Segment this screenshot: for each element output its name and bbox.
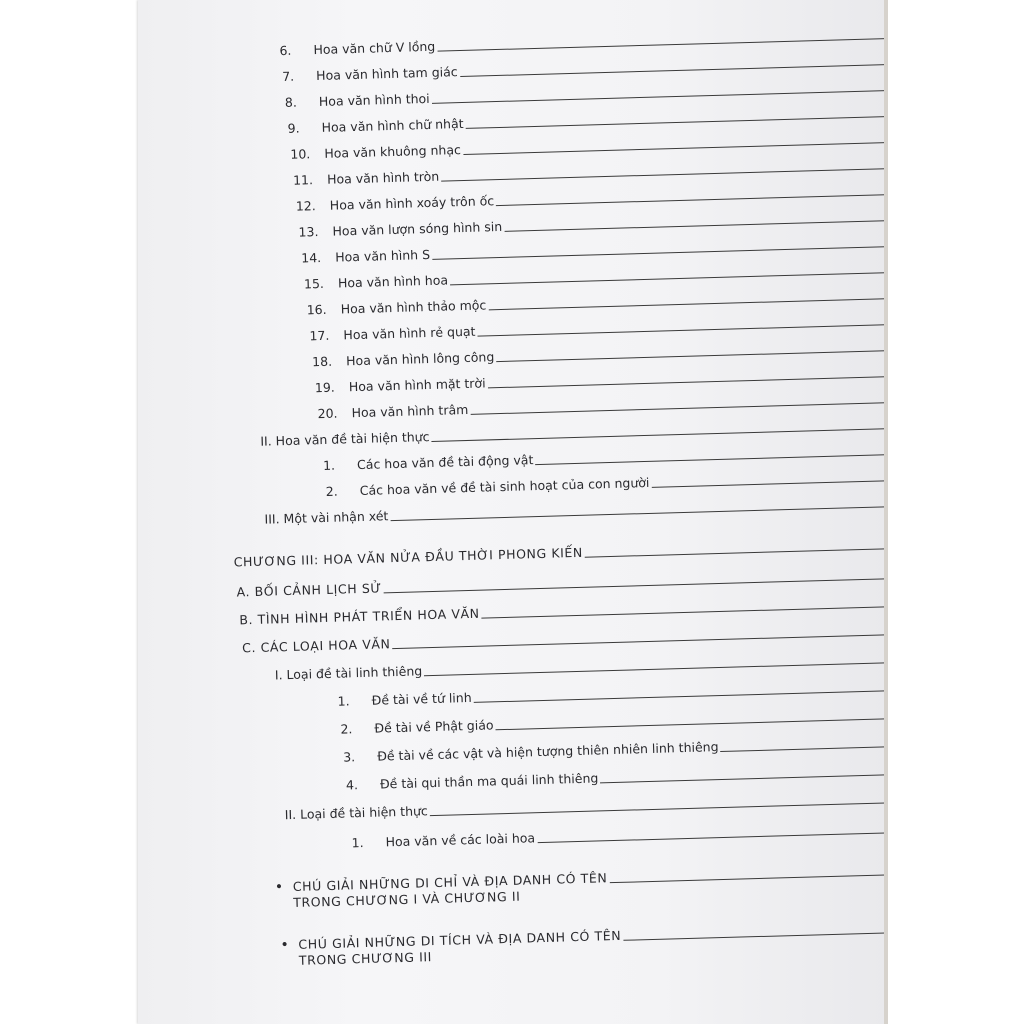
bullet-icon: •	[280, 937, 289, 954]
entry-label: Hoa văn về các loài hoa	[385, 830, 536, 850]
entry-number: 16.	[306, 301, 327, 318]
entry-label: Các hoa văn về đề tài sinh hoạt của con người	[359, 474, 650, 498]
entry-number: 2.	[325, 483, 338, 499]
entry-number: 9.	[287, 120, 300, 136]
entry-number: 7.	[281, 68, 295, 85]
entry-label: Hoa văn lượn sóng hình sin	[332, 218, 503, 239]
background-left	[0, 0, 140, 1024]
background-right	[888, 0, 1024, 1024]
dot-leader	[390, 504, 968, 521]
entry-label: Các hoa văn đề tài động vật	[356, 452, 534, 473]
entry-number: 15.	[303, 275, 325, 292]
entry-label: Hoa văn hình lông công	[345, 349, 495, 369]
part-label: A. BỐI CẢNH LỊCH SỬ	[236, 580, 382, 600]
entry-label: Đề tài về Phật giáo	[374, 717, 494, 736]
part-label: C. CÁC LOẠI HOA VĂN	[241, 636, 391, 656]
section-label: III. Một vài nhận xét	[264, 508, 389, 527]
entry-label: Hoa văn hình hoa	[337, 272, 449, 291]
section-label: II. Hoa văn đề tài hiện thực	[260, 429, 430, 449]
section-label: II. Loại đề tài hiện thực	[284, 803, 428, 823]
section-label: I. Loại đề tài linh thiêng	[274, 663, 423, 683]
entry-label: Đề tài qui thần ma quái linh thiêng	[379, 770, 599, 792]
entry-label: Hoa văn hình mặt trời	[348, 375, 486, 395]
entry-number: 19.	[314, 379, 335, 396]
entry-number: 12.	[295, 198, 316, 214]
annex-title: CHÚ GIẢI NHỮNG DI TÍCH VÀ ĐỊA DANH CÓ TÊN	[298, 927, 622, 952]
entry-label: Hoa văn hình thảo mộc	[340, 297, 487, 317]
entry-label: Hoa văn hình chữ nhật	[321, 115, 464, 135]
entry-number: 3.	[343, 749, 356, 765]
entry-label: Đề tài về tứ linh	[371, 689, 472, 708]
bullet-icon: •	[274, 879, 284, 896]
entry-number: 8.	[284, 94, 298, 110]
book-page	[138, 0, 886, 1024]
entry-number: 1.	[322, 457, 336, 474]
entry-number: 6.	[279, 42, 292, 59]
annex-title-continued: TRONG CHƯƠNG I VÀ CHƯƠNG II	[293, 888, 521, 911]
entry-number: 10.	[290, 146, 311, 162]
entry-label: Hoa văn khuông nhạc	[324, 142, 462, 161]
annex-title: CHÚ GIẢI NHỮNG DI CHỈ VÀ ĐỊA DANH CÓ TÊN	[292, 870, 608, 895]
entry-label: Hoa văn chữ V lồng	[313, 38, 436, 58]
entry-label: Hoa văn hình trâm	[351, 401, 469, 421]
entry-label: Hoa văn hình tròn	[326, 168, 440, 187]
annex-title-continued: TRONG CHƯƠNG III	[298, 949, 433, 968]
entry-number: 1.	[351, 835, 364, 851]
entry-number: 13.	[298, 224, 319, 240]
entry-number: 17.	[309, 327, 330, 344]
entry-number: 2.	[340, 721, 353, 737]
entry-label: Hoa văn hình rẻ quạt	[343, 323, 476, 343]
entry-label: Đề tài về các vật và hiện tượng thiên nhiên linh thiêng	[376, 739, 719, 764]
entry-number: 4.	[345, 777, 359, 793]
entry-label: Hoa văn hình xoáy trôn ốc	[329, 193, 495, 213]
entry-number: 14.	[301, 249, 322, 266]
entry-number: 11.	[292, 172, 314, 188]
entry-label: Hoa văn hình thoi	[318, 90, 430, 109]
entry-number: 18.	[311, 353, 333, 370]
table-of-contents	[138, 0, 914, 1024]
part-label: B. TÌNH HÌNH PHÁT TRIỂN HOA VĂN	[239, 605, 480, 628]
entry-number: 1.	[337, 693, 350, 709]
entry-number: 20.	[317, 405, 338, 422]
chapter-title: CHƯƠNG III: HOA VĂN NỬA ĐẦU THỜI PHONG KIẾN	[233, 544, 584, 570]
entry-label: Hoa văn hình tam giác	[315, 64, 458, 84]
entry-label: Hoa văn hình S	[335, 246, 431, 265]
